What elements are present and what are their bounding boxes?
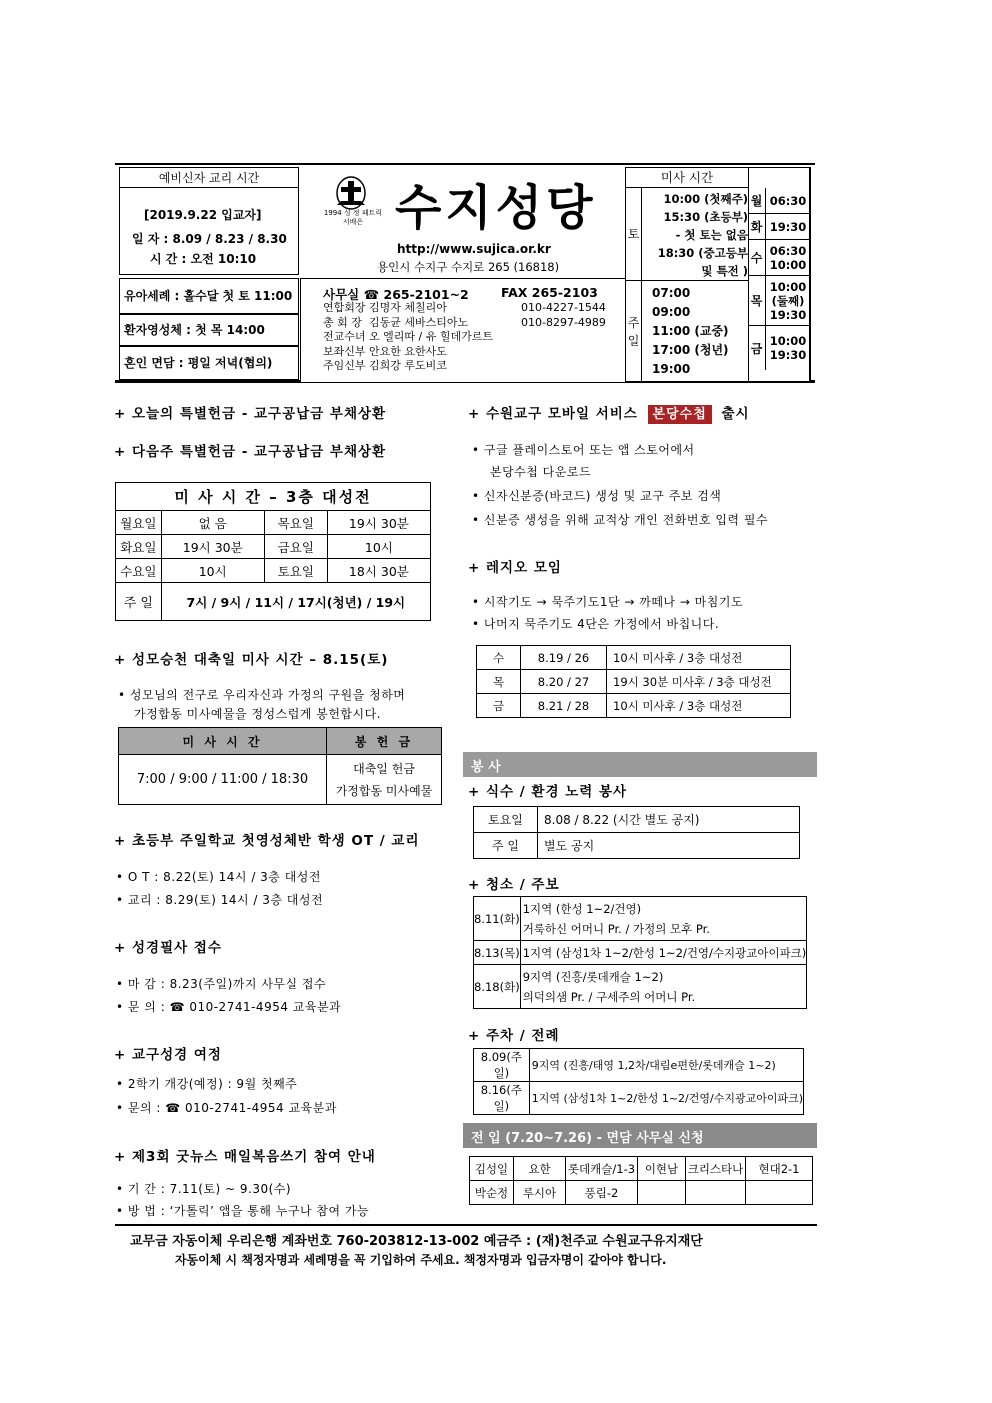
table-row bbox=[477, 670, 791, 694]
legio-table bbox=[476, 645, 791, 718]
transfer-cell: 요한 bbox=[514, 1157, 566, 1181]
cleaning-date: 8.18(화) bbox=[474, 965, 521, 1009]
catechumen-title: 예비신자 교리 시간 bbox=[120, 168, 298, 188]
mass-sunday-times: 7시 / 9시 / 11시 / 17시(청년) / 19시 bbox=[161, 583, 430, 621]
table-row bbox=[474, 941, 807, 965]
table-row bbox=[474, 965, 807, 1009]
transfer-cell: 박순정 bbox=[470, 1181, 514, 1205]
service-bar: 봉 사 bbox=[463, 752, 817, 777]
weekday-times: 19:30 bbox=[769, 219, 807, 234]
bible-copy-title: + 성경필사 접수 bbox=[114, 940, 222, 956]
bible-copy-item2: • 문 의 : ☎ 010-2741-4954 교육분과 bbox=[116, 1000, 342, 1014]
baptism-text: 유아세례 : 홀수달 첫 토 11:00 bbox=[124, 289, 293, 303]
staff-name: 김희강 루도비코 bbox=[369, 359, 447, 372]
staff-row bbox=[323, 316, 623, 331]
logo-caption: 1994 성 정 패트릭 서배은 bbox=[323, 209, 383, 226]
table-row bbox=[474, 1082, 804, 1115]
mass-cell: 19시 30분 bbox=[327, 511, 430, 535]
sunday-school-title: + 초등부 주일학교 첫영성체반 학생 OT / 교리 bbox=[114, 833, 420, 849]
weekday-times: 10:00 19:30 bbox=[769, 334, 807, 362]
mass-schedule-table bbox=[115, 482, 431, 621]
table-row bbox=[116, 511, 431, 535]
saturday-label: 토 bbox=[626, 188, 642, 280]
cleaning-area: 9지역 (진흥/롯데캐슬 1~2) bbox=[522, 969, 664, 984]
weekday-row bbox=[748, 188, 810, 214]
transfer-cell: 풍림-2 bbox=[566, 1181, 638, 1205]
cleaning-praesidium: 의덕의샘 Pr. / 구세주의 어머니 Pr. bbox=[522, 989, 696, 1004]
mass-cell: 10시 bbox=[161, 559, 264, 583]
mobile-title-suffix: 출시 bbox=[721, 406, 750, 422]
meal-cell: 별도 공지 bbox=[538, 833, 800, 859]
transfer-cell: 이현남 bbox=[638, 1157, 686, 1181]
mass-cell: 없 음 bbox=[161, 511, 264, 535]
meal-cell: 주 일 bbox=[474, 833, 538, 859]
baptism-box bbox=[119, 278, 299, 314]
mobile-item2: 본당수첩 다운로드 bbox=[490, 465, 592, 479]
legio-title: + 레지오 모임 bbox=[468, 560, 562, 576]
transfer-cell: 롯데캐슬/1-3 bbox=[566, 1157, 638, 1181]
bible-journey-item2: • 문의 : ☎ 010-2741-4954 교육분과 bbox=[116, 1101, 337, 1115]
weekday-mass-list bbox=[748, 188, 810, 370]
staff-role: 주임신부 bbox=[323, 359, 366, 372]
cleaning-detail bbox=[520, 941, 807, 965]
staff-row bbox=[323, 345, 623, 360]
table-row bbox=[116, 559, 431, 583]
next-special-offering: + 다음주 특별헌금 - 교구공납금 부채상환 bbox=[114, 444, 387, 460]
assumption-text2: 가정합동 미사예물을 정성스럽게 봉헌합시다. bbox=[134, 707, 382, 721]
bible-copy-item1: • 마 감 : 8.23(주일)까지 사무실 접수 bbox=[116, 977, 327, 991]
cleaning-table bbox=[473, 896, 807, 1009]
parking-table bbox=[473, 1048, 804, 1115]
catechumen-line2: 일 자 : 8.09 / 8.23 / 8.30 bbox=[132, 232, 287, 246]
saturday-times bbox=[644, 190, 748, 280]
staff-row bbox=[323, 330, 623, 345]
legio-cell: 19시 30분 미사후 / 3층 대성전 bbox=[607, 670, 791, 694]
cleaning-area: 1지역 (삼성1차 1~2/한성 1~2/건영/수지광교아이파크) bbox=[522, 945, 807, 960]
table-row bbox=[470, 1181, 813, 1205]
sunday-time: 19:00 bbox=[652, 362, 691, 376]
legio-cell: 10시 미사후 / 3층 대성전 bbox=[607, 646, 791, 670]
staff-list bbox=[323, 301, 623, 374]
marriage-box bbox=[119, 346, 299, 380]
staff-role: 보좌신부 bbox=[323, 344, 366, 358]
mass-time-box bbox=[625, 167, 811, 382]
mass-cell: 수요일 bbox=[116, 559, 162, 583]
sunday-school-item2: • 교리 : 8.29(토) 14시 / 3층 대성전 bbox=[116, 893, 324, 907]
weekday-day: 화 bbox=[748, 214, 766, 239]
church-name: 수지성당 bbox=[395, 180, 597, 236]
website[interactable]: http://www.sujica.or.kr bbox=[397, 242, 551, 256]
transfer-cell bbox=[638, 1181, 686, 1205]
legio-cell: 8.21 / 28 bbox=[521, 694, 607, 718]
sick-communion-box bbox=[119, 314, 299, 346]
office-phone: 사무실 ☎ 265-2101~2 bbox=[323, 287, 469, 302]
parking-title: + 주차 / 전례 bbox=[468, 1028, 560, 1044]
bulletin-header bbox=[115, 163, 815, 383]
parking-cell: 1지역 (삼성1차 1~2/한성 1~2/건영/수지광교아이파크) bbox=[529, 1082, 803, 1115]
saturday-time: 15:30 (초등부) bbox=[663, 210, 748, 224]
mobile-service-title bbox=[468, 402, 750, 422]
footer-line1: 교무금 자동이체 우리은행 계좌번호 760-203812-13-002 예금주 : (재)천주교 수원교구유지재단 bbox=[130, 1234, 703, 1249]
staff-row bbox=[323, 301, 623, 316]
sunday-school-item1: • O T : 8.22(토) 14시 / 3층 대성전 bbox=[116, 870, 321, 884]
legio-item1: • 시작기도 → 묵주기도1단 → 까떼나 → 마침기도 bbox=[472, 595, 744, 609]
legio-cell: 금 bbox=[477, 694, 521, 718]
legio-cell: 수 bbox=[477, 646, 521, 670]
staff-name: 김명자 체칠리아 bbox=[369, 301, 447, 314]
mass-time-title: 미사 시간 bbox=[626, 168, 748, 188]
staff-phone: 010-4227-1544 bbox=[521, 301, 606, 314]
transfer-table bbox=[469, 1156, 813, 1205]
mass-sunday-label: 주 일 bbox=[116, 583, 162, 621]
cleaning-date: 8.11(화) bbox=[474, 897, 521, 941]
legio-cell: 10시 미사후 / 3층 대성전 bbox=[607, 694, 791, 718]
table-row bbox=[116, 535, 431, 559]
sunday-label-text: 주일 bbox=[627, 316, 640, 348]
table-row bbox=[474, 807, 800, 833]
sunday-label bbox=[626, 280, 642, 383]
mobile-item1: • 구글 플레이스토어 또는 앱 스토어에서 bbox=[472, 443, 695, 457]
mass-cell: 10시 bbox=[327, 535, 430, 559]
catechumen-line1: [2019.9.22 입교자] bbox=[144, 208, 262, 222]
marriage-text: 혼인 면담 : 평일 저녁(협의) bbox=[124, 356, 273, 370]
cleaning-detail bbox=[520, 965, 807, 1009]
meal-table bbox=[473, 806, 800, 859]
table-row bbox=[474, 1049, 804, 1082]
saturday-time: 18:30 (중고등부 bbox=[657, 246, 748, 260]
meal-cell: 토요일 bbox=[474, 807, 538, 833]
transfer-cell bbox=[686, 1181, 746, 1205]
sunday-times bbox=[652, 284, 748, 379]
legio-cell: 8.19 / 26 bbox=[521, 646, 607, 670]
cleaning-date: 8.13(목) bbox=[474, 941, 521, 965]
weekday-row bbox=[748, 326, 810, 370]
legio-cell: 목 bbox=[477, 670, 521, 694]
assumption-col-offering: 봉 헌 금 bbox=[327, 728, 442, 755]
assumption-text1: • 성모님의 전구로 우리자신과 가정의 구원을 청하며 bbox=[118, 688, 406, 702]
offering-line1: 대축일 헌금 bbox=[353, 761, 415, 776]
table-row bbox=[474, 897, 807, 941]
assumption-col-mass: 미 사 시 간 bbox=[119, 728, 327, 755]
saturday-time: - 첫 토는 없음 bbox=[675, 228, 748, 242]
footer-rule bbox=[115, 1224, 817, 1226]
staff-role: 전교수녀 bbox=[323, 330, 366, 343]
transfer-cell: 크리스타나 bbox=[686, 1157, 746, 1181]
legio-item2: • 나머지 묵주기도 4단은 가정에서 바칩니다. bbox=[472, 617, 720, 631]
staff-phone: 010-8297-4989 bbox=[521, 315, 606, 329]
staff-name: 김동균 세바스티아노 bbox=[369, 315, 469, 329]
weekday-row bbox=[748, 240, 810, 276]
transfer-cell: 현대2-1 bbox=[746, 1157, 813, 1181]
bible-journey-title: + 교구성경 여정 bbox=[114, 1047, 222, 1063]
sick-communion-text: 환자영성체 : 첫 목 14:00 bbox=[124, 323, 265, 337]
mobile-item4: • 신분증 생성을 위해 교적상 개인 전화번호 입력 필수 bbox=[472, 513, 769, 527]
transfer-bar: 전 입 (7.20~7.26) - 면담 사무실 신청 bbox=[463, 1123, 817, 1148]
mass-schedule-title: 미 사 시 간 – 3층 대성전 bbox=[116, 483, 431, 511]
parking-cell: 8.09(주일) bbox=[474, 1049, 530, 1082]
parking-cell: 8.16(주일) bbox=[474, 1082, 530, 1115]
assumption-offering bbox=[327, 755, 442, 805]
weekday-day: 목 bbox=[748, 276, 766, 325]
weekday-row bbox=[748, 276, 810, 326]
assumption-times: 7:00 / 9:00 / 11:00 / 18:30 bbox=[119, 755, 327, 805]
today-special-offering: + 오늘의 특별헌금 - 교구공납금 부채상환 bbox=[114, 406, 387, 422]
mobile-badge: 본당수첩 bbox=[648, 405, 712, 424]
weekday-day: 월 bbox=[748, 188, 766, 213]
mass-cell: 목요일 bbox=[264, 511, 327, 535]
goodnews-item1: • 기 간 : 7.11(토) ~ 9.30(수) bbox=[116, 1182, 292, 1196]
staff-name: 안요한 요한사도 bbox=[369, 344, 447, 358]
offering-line2: 가정합동 미사예물 bbox=[335, 783, 433, 798]
transfer-cell: 루시아 bbox=[514, 1181, 566, 1205]
cleaning-title: + 청소 / 주보 bbox=[468, 877, 560, 893]
catechumen-box bbox=[119, 167, 299, 275]
staff-role: 총 회 장 bbox=[323, 315, 362, 329]
staff-row bbox=[323, 359, 623, 374]
assumption-table bbox=[118, 727, 442, 805]
office-box bbox=[300, 278, 625, 382]
meal-title: + 식수 / 환경 노력 봉사 bbox=[468, 784, 628, 800]
weekday-day: 수 bbox=[748, 240, 766, 275]
weekday-times: 06:30 10:00 bbox=[769, 243, 807, 272]
cleaning-praesidium: 거룩하신 어머니 Pr. / 가정의 모후 Pr. bbox=[522, 921, 710, 936]
mobile-item3: • 신자신분증(바코드) 생성 및 교구 주보 검색 bbox=[472, 489, 722, 503]
table-row bbox=[477, 694, 791, 718]
mass-cell: 화요일 bbox=[116, 535, 162, 559]
legio-cell: 8.20 / 27 bbox=[521, 670, 607, 694]
sunday-time: 17:00 (청년) bbox=[652, 343, 729, 357]
mass-cell: 월요일 bbox=[116, 511, 162, 535]
table-row bbox=[477, 646, 791, 670]
goodnews-title: + 제3회 굿뉴스 매일복음쓰기 참여 안내 bbox=[114, 1149, 376, 1165]
assumption-title: + 성모승천 대축일 미사 시간 – 8.15(토) bbox=[114, 652, 389, 668]
mass-cell: 18시 30분 bbox=[327, 559, 430, 583]
saturday-time: 및 특전 ) bbox=[701, 264, 748, 278]
weekday-row bbox=[748, 214, 810, 240]
office-fax: FAX 265-2103 bbox=[501, 285, 598, 300]
meal-cell: 8.08 / 8.22 (시간 별도 공지) bbox=[538, 807, 800, 833]
footer-line2: 자동이체 시 책정자명과 세례명을 꼭 기입하여 주세요. 책정자명과 입금자명이 같아야 합니다. bbox=[175, 1253, 667, 1267]
catechumen-line3: 시 간 : 오전 10:10 bbox=[150, 252, 257, 266]
address: 용인시 수지구 수지로 265 (16818) bbox=[377, 260, 560, 274]
bible-journey-item1: • 2학기 개강(예정) : 9월 첫째주 bbox=[116, 1077, 298, 1091]
sunday-time: 09:00 bbox=[652, 305, 691, 319]
table-row bbox=[470, 1157, 813, 1181]
cleaning-area: 1지역 (한성 1~2/건영) bbox=[522, 901, 642, 916]
mass-cell: 금요일 bbox=[264, 535, 327, 559]
weekday-times: 10:00 (둘째) 19:30 bbox=[769, 279, 807, 322]
sunday-time: 07:00 bbox=[652, 286, 691, 300]
weekday-times: 06:30 bbox=[769, 193, 807, 208]
sunday-time: 11:00 (교중) bbox=[652, 324, 729, 338]
saturday-time: 10:00 (첫째주) bbox=[663, 192, 748, 206]
staff-role: 연합회장 bbox=[323, 301, 366, 314]
mobile-title-prefix: + 수원교구 모바일 서비스 bbox=[468, 406, 638, 422]
transfer-cell: 김성일 bbox=[470, 1157, 514, 1181]
goodnews-item2: • 방 법 : ‘가톨릭’ 앱을 통해 누구나 참여 가능 bbox=[116, 1204, 370, 1218]
parking-cell: 9지역 (진흥/태영 1,2차/대림e편한/롯데캐슬 1~2) bbox=[529, 1049, 803, 1082]
table-row bbox=[474, 833, 800, 859]
mass-cell: 토요일 bbox=[264, 559, 327, 583]
transfer-cell bbox=[746, 1181, 813, 1205]
mass-cell: 19시 30분 bbox=[161, 535, 264, 559]
staff-name: 오 엘리따 / 유 힐데가르트 bbox=[369, 330, 493, 343]
weekday-day: 금 bbox=[748, 326, 766, 370]
cleaning-detail bbox=[520, 897, 807, 941]
